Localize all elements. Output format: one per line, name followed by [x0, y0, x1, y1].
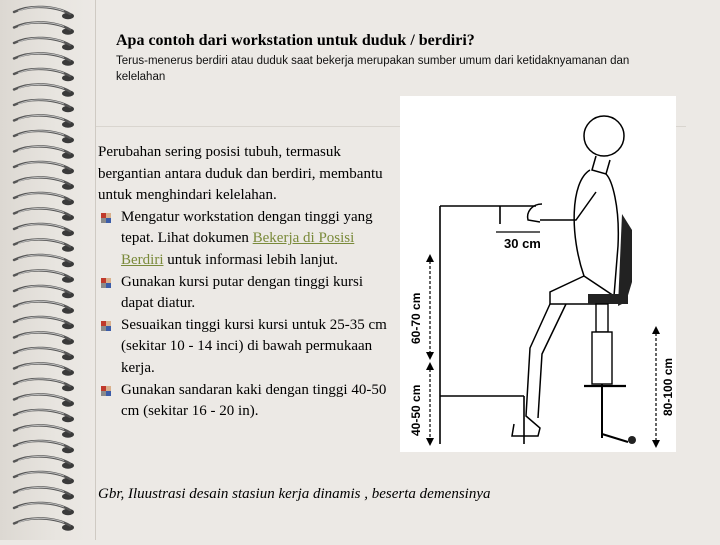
dim-label-80-100: 80-100 cm: [661, 357, 675, 416]
bullet-text: untuk informasi lebih lanjut.: [163, 251, 339, 268]
bullet-text: Mengatur workstation dengan tinggi yang tepat. Lihat dokumen: [121, 208, 373, 247]
slide-title: Apa contoh dari workstation untuk duduk / berdiri?: [116, 32, 475, 49]
bullet-list: [98, 207, 390, 423]
stool: [584, 214, 636, 444]
slide-subtitle: Terus-menerus berdiri atau duduk saat bekerja merupakan sumber umum dari ketidaknyamanan dan kelelahan: [116, 55, 630, 83]
spiral-binding: [0, 0, 95, 540]
bullet-text: Gunakan sandaran kaki dengan tinggi 40-50 cm (sekitar 16 - 20 in).: [121, 381, 387, 420]
bullet-item-4: [98, 380, 390, 423]
bullet-item-1: [98, 207, 390, 272]
bullet-item-2: [98, 272, 390, 315]
workstation-illustration: [400, 96, 676, 452]
figure-caption: Gbr, Iluustrasi desain stasiun kerja dinamis , beserta demensinya: [98, 486, 491, 502]
intro-paragraph: Perubahan sering posisi tubuh, termasuk bergantian antara duduk dan berdiri, membantu untuk menghindari kelelahan.: [98, 144, 383, 204]
dim-label-60-70: 60-70 cm: [409, 292, 423, 344]
bullet-icon: [101, 321, 111, 331]
dim-label-30: 30 cm: [504, 236, 541, 251]
sit-stand-diagram: [400, 96, 676, 452]
binding-divider: [95, 0, 96, 540]
bullet-text: Gunakan kursi putar dengan tinggi kursi dapat diatur.: [121, 273, 364, 312]
bullet-icon: [101, 386, 111, 396]
bullet-item-3: [98, 315, 390, 380]
spiral-rings-icon: [0, 0, 95, 540]
bullet-icon: [101, 213, 111, 223]
bullet-icon: [101, 278, 111, 288]
document-link[interactable]: Bekerja di Posisi Berdiri: [121, 230, 355, 268]
body-text: [98, 142, 390, 423]
bullet-text: Sesuaikan tinggi kursi kursi untuk 25-35 cm (sekitar 10 - 14 inci) di bawah permukaan kerja.: [121, 316, 387, 376]
seated-person: [512, 116, 624, 436]
dim-label-40-50: 40-50 cm: [409, 384, 423, 436]
